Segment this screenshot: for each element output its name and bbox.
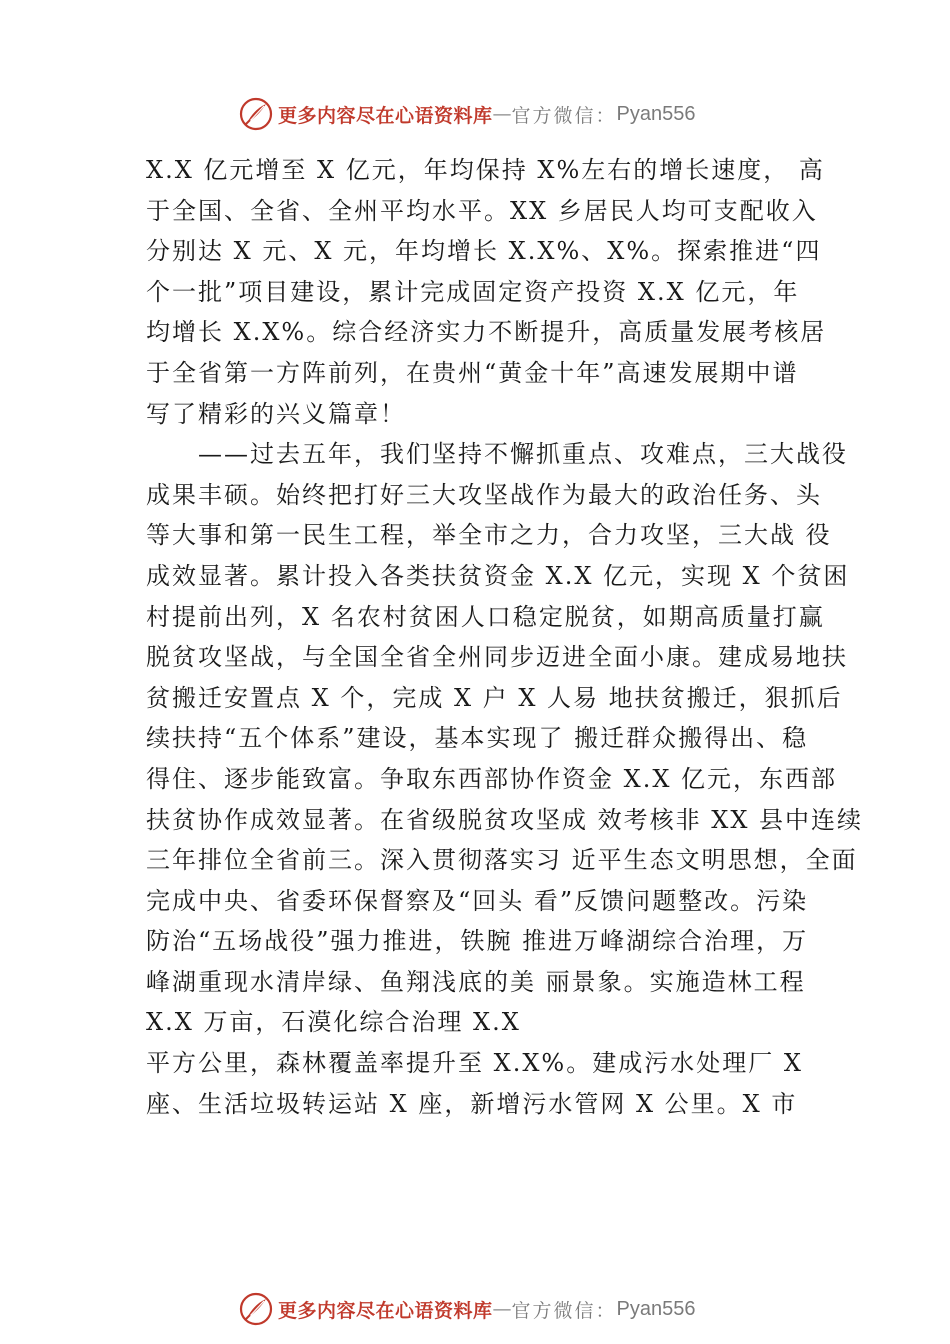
banner-main-text: 更多内容尽在心语资料库 bbox=[278, 1299, 493, 1322]
body-line: 成效显著。累计投入各类扶贫资金 X.X 亿元，实现 X 个贫困 bbox=[146, 561, 850, 590]
body-line: 村提前出列，X 名农村贫困人口稳定脱贫，如期高质量打赢 bbox=[146, 602, 825, 631]
body-line: 写了精彩的兴义篇章！ bbox=[146, 399, 406, 428]
body-line: 均增长 X.X%。综合经济实力不断提升，高质量发展考核居 bbox=[146, 318, 827, 347]
document-body bbox=[146, 150, 864, 1124]
body-line: 峰湖重现水清岸绿、鱼翔浅底的美 丽景象。实施造林工程 bbox=[146, 967, 806, 996]
banner-dash: — bbox=[492, 103, 512, 125]
body-line: 三年排位全省前三。深入贯彻落实习 近平生态文明思想，全面 bbox=[146, 846, 858, 875]
body-line: 贫搬迁安置点 X 个，完成 X 户 X 人易 地扶贫搬迁，狠抓后 bbox=[146, 683, 843, 712]
body-line: 等大事和第一民生工程，举全市之力，合力攻坚，三大战 役 bbox=[146, 521, 832, 550]
banner-wechat-label: 官方微信： bbox=[511, 104, 617, 127]
body-line: 分别达 X 元、X 元，年均增长 X.X%、X%。探索推进“四 bbox=[146, 237, 822, 266]
feather-pen-seal-icon bbox=[238, 1291, 274, 1327]
body-line: 扶贫协作成效显著。在省级脱贫攻坚成 效考核非 XX 县中连续 bbox=[146, 805, 864, 834]
body-line: 得住、逐步能致富。争取东西部协作资金 X.X 亿元，东西部 bbox=[146, 764, 838, 793]
body-line: ——过去五年，我们坚持不懈抓重点、攻难点，三大战役 bbox=[146, 440, 848, 469]
header-watermark-banner bbox=[238, 94, 696, 134]
body-line: X.X 万亩，石漠化综合治理 X.X bbox=[146, 1008, 521, 1037]
banner-wechat-label: 官方微信： bbox=[511, 1299, 617, 1322]
body-line: 成果丰硕。始终把打好三大攻坚战作为最大的政治任务、头 bbox=[146, 480, 822, 509]
body-line: 于全国、全省、全州平均水平。XX 乡居民人均可支配收入 bbox=[146, 196, 818, 225]
body-line: 脱贫攻坚战，与全国全省全州同步迈进全面小康。建成易地扶 bbox=[146, 643, 848, 672]
banner-wechat-handle: Pyan556 bbox=[616, 1297, 696, 1320]
body-line: 续扶持“五个体系”建设，基本实现了 搬迁群众搬得出、稳 bbox=[146, 724, 809, 753]
body-line: 平方公里，森林覆盖率提升至 X.X%。建成污水处理厂 X bbox=[146, 1049, 803, 1078]
body-line: 座、生活垃圾转运站 X 座，新增污水管网 X 公里。X 市 bbox=[146, 1089, 798, 1118]
body-line: 个一批”项目建设，累计完成固定资产投资 X.X 亿元，年 bbox=[146, 277, 800, 306]
feather-pen-seal-icon bbox=[238, 96, 274, 132]
body-line: 完成中央、省委环保督察及“回头 看”反馈问题整改。污染 bbox=[146, 886, 809, 915]
body-line: X.X 亿元增至 X 亿元，年均保持 X%左右的增长速度， 高 bbox=[146, 156, 825, 184]
banner-dash: — bbox=[492, 1298, 512, 1320]
banner-wechat-handle: Pyan556 bbox=[616, 102, 696, 125]
footer-watermark-banner bbox=[238, 1289, 696, 1329]
body-line: 于全省第一方阵前列，在贵州“黄金十年”高速发展期中谱 bbox=[146, 358, 799, 387]
banner-main-text: 更多内容尽在心语资料库 bbox=[278, 104, 493, 127]
body-line: 防治“五场战役”强力推进，铁腕 推进万峰湖综合治理，万 bbox=[146, 927, 809, 956]
